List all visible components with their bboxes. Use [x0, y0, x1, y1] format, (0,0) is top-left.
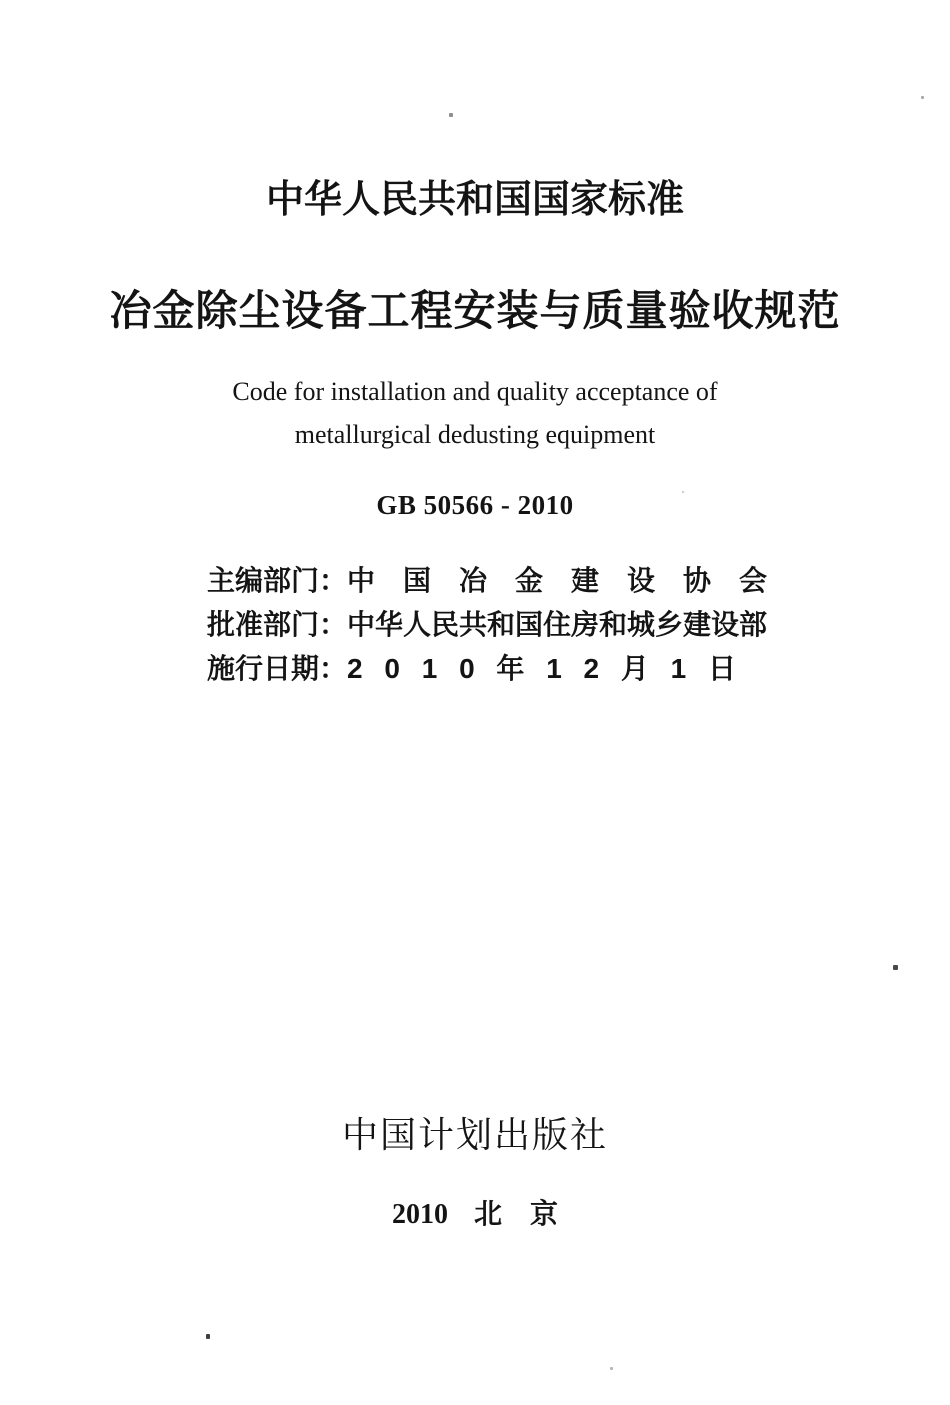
imprint-city: 北 京 [473, 1199, 558, 1230]
scan-speck [610, 1367, 613, 1370]
document-title-chinese: 冶金除尘设备工程安装与质量验收规范 [109, 289, 841, 335]
publisher-name: 中国计划出版社 [341, 1115, 608, 1155]
implementation-date-value: 2 0 1 0 年 1 2 月 1 日 [347, 653, 737, 684]
document-title-english-line1: Code for installation and quality acceptance of [232, 377, 718, 406]
scan-speck [682, 491, 684, 493]
approval-department-row [207, 610, 767, 654]
chief-editing-department-value: 中 国 冶 金 建 设 协 会 [347, 565, 768, 596]
approval-department-label: 批准部门： [207, 609, 348, 640]
publication-details [207, 566, 767, 698]
national-standard-label: 中华人民共和国国家标准 [265, 179, 684, 221]
scan-speck [921, 96, 924, 99]
implementation-date-label: 施行日期： [207, 653, 348, 684]
scan-speck [893, 965, 898, 970]
imprint-line [0, 1201, 950, 1229]
chief-editing-department-label: 主编部门： [207, 565, 348, 596]
chief-editing-department-row [207, 566, 767, 610]
standard-number: GB 50566 - 2010 [376, 490, 574, 520]
implementation-date-row [207, 654, 767, 698]
scan-speck [449, 113, 453, 117]
imprint-year: 2010 [391, 1199, 448, 1230]
document-title-english-line2: metallurgical dedusting equipment [294, 420, 656, 449]
scan-speck [206, 1334, 210, 1339]
approval-department-value: 中华人民共和国住房和城乡建设部 [347, 609, 768, 640]
